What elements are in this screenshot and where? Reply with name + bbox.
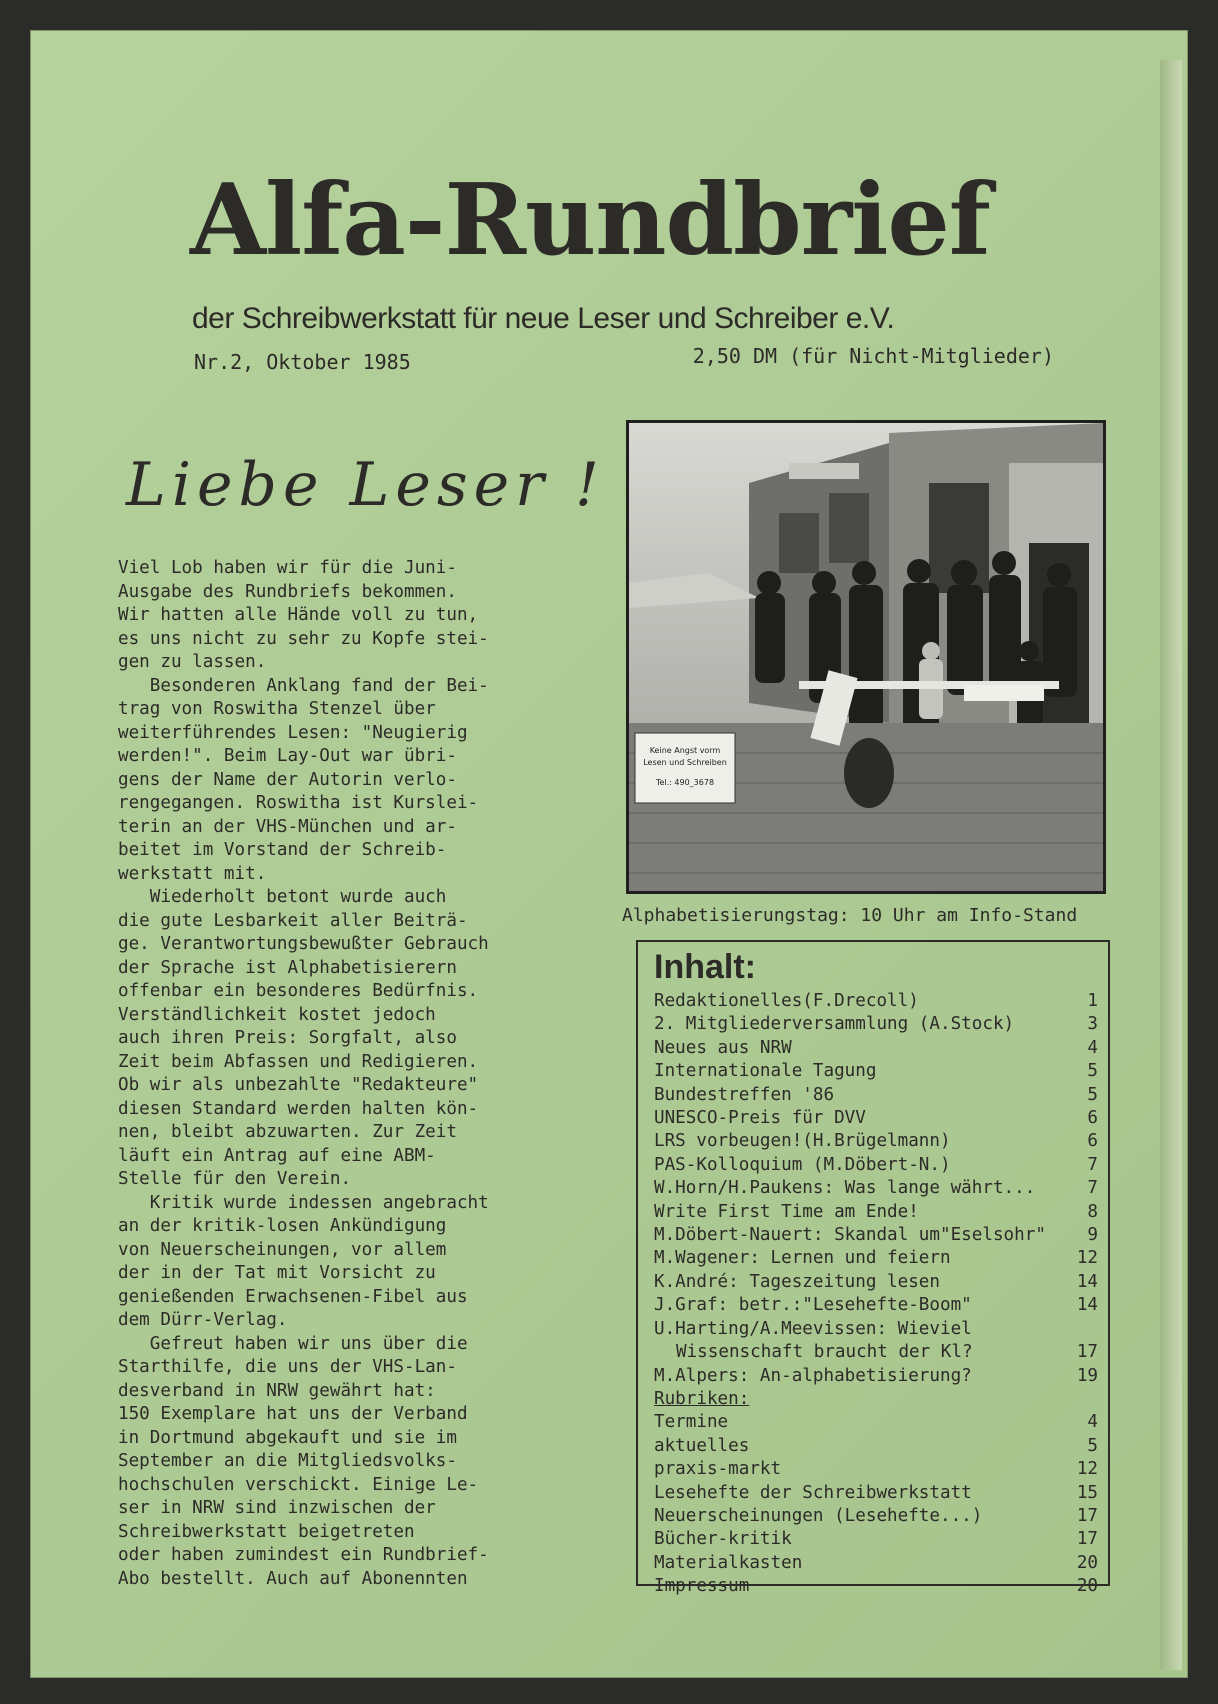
toc-entry-title: Bundestreffen '86 [654, 1084, 835, 1105]
toc-entry [654, 1435, 1098, 1458]
letter-line: läuft ein Antrag auf eine ABM- [118, 1145, 436, 1166]
sign-line-1: Keine Angst vorm [649, 746, 721, 755]
toc-entry-page: 6 [1087, 1131, 1098, 1152]
letter-line: diesen Standard werden halten kön- [118, 1098, 479, 1119]
toc-entry [654, 1458, 1098, 1481]
toc-entry-title: Termine [654, 1412, 729, 1433]
toc-entry-page: 7 [1087, 1178, 1098, 1199]
letter-line: desverband in NRW gewährt hat: [118, 1380, 436, 1401]
letter-line: ser in NRW sind inzwischen der [118, 1498, 436, 1518]
letter-line: Schreibwerkstatt beigetreten [118, 1521, 415, 1542]
letter-line: der in der Tat mit Vorsicht zu [118, 1263, 436, 1283]
toc-entry-page: 3 [1087, 1014, 1098, 1035]
toc-entry [654, 1482, 1098, 1505]
letter-line: gens der Name der Autorin verlo- [118, 769, 457, 790]
toc-entry [654, 1341, 1098, 1364]
toc-entry-title: 2. Mitgliederversammlung (A.Stock) [654, 1014, 1015, 1035]
toc-entry-title: PAS-Kolloquium (M.Döbert-N.) [654, 1154, 951, 1175]
toc-entry [654, 1411, 1098, 1434]
toc-entry [654, 1037, 1098, 1060]
letter-line: werden!". Beim Lay-Out war übri- [118, 746, 457, 766]
toc-entry-title: M.Wagener: Lernen und feiern [654, 1248, 951, 1269]
toc-entry [654, 1107, 1098, 1130]
toc-entry-title: M.Döbert-Nauert: Skandal um"Eselsohr" [654, 1225, 1046, 1246]
letter-line: rengegangen. Roswitha ist Kurslei- [118, 793, 479, 813]
letter-line: 150 Exemplare hat uns der Verband [118, 1404, 468, 1424]
toc-entry-page: 17 [1076, 1529, 1098, 1550]
toc-entry-title: Redaktionelles(F.Drecoll) [654, 991, 919, 1011]
toc-entry-title: Write First Time am Ende! [654, 1201, 919, 1222]
toc-entry [654, 1575, 1098, 1598]
letter-line: werkstatt mit. [118, 863, 267, 884]
toc-entry-page: 4 [1087, 1037, 1098, 1058]
letter-line: Viel Lob haben wir für die Juni- [118, 558, 457, 578]
toc-entry [654, 1154, 1098, 1177]
toc-entry-title: Bücher-kritik [654, 1529, 792, 1550]
toc-entry-title: J.Graf: betr.:"Lesehefte-Boom" [654, 1295, 972, 1316]
letter-line: hochschulen verschickt. Einige Le- [118, 1474, 479, 1495]
toc-entry [654, 1201, 1098, 1224]
letter-line: auch ihren Preis: Sorgfalt, also [118, 1028, 457, 1048]
letter-line: weiterführendes Lesen: "Neugierig [118, 722, 468, 743]
letter-line: genießenden Erwachsenen-Fibel aus [118, 1286, 468, 1307]
toc-entry-page: 5 [1087, 1084, 1098, 1105]
toc-entry-title: K.André: Tageszeitung lesen [654, 1271, 940, 1292]
toc-rubriken-label: Rubriken: [654, 1388, 750, 1409]
toc-entry [654, 1130, 1098, 1153]
toc-entry [654, 1247, 1098, 1270]
letter-line: in Dortmund abgekauft und sie im [118, 1427, 457, 1448]
toc-entry-page: 8 [1087, 1201, 1098, 1222]
letter-line: Abo bestellt. Auch auf Abonennten [118, 1568, 468, 1589]
letter-line: Ausgabe des Rundbriefs bekommen. [118, 581, 457, 602]
toc-entry-page: 4 [1087, 1412, 1098, 1433]
photo-caption: Alphabetisierungstag: 10 Uhr am Info-Stand [622, 905, 1078, 926]
toc-entry [654, 990, 1098, 1013]
toc-entry-title: Neues aus NRW [654, 1037, 792, 1058]
toc-entry-title: W.Horn/H.Paukens: Was lange währt... [654, 1178, 1036, 1199]
toc-entry [654, 1552, 1098, 1575]
price-info: 2,50 DM (für Nicht-Mitglieder) [692, 344, 1054, 368]
letter-line: dem Dürr-Verlag. [118, 1310, 288, 1330]
letter-line: beitet im Vorstand der Schreib- [118, 840, 447, 860]
toc-entry-page: 6 [1087, 1108, 1098, 1129]
toc-entry-page: 17 [1076, 1505, 1098, 1526]
letter-line: Ob wir als unbezahlte "Redakteure" [118, 1075, 479, 1095]
letter-line: Kritik wurde indessen angebracht [118, 1192, 489, 1213]
toc-entry-page: 7 [1087, 1154, 1098, 1175]
table-of-contents [636, 940, 1110, 1597]
toc-entry-page: 14 [1076, 1271, 1098, 1292]
masthead-subtitle: der Schreibwerkstatt für neue Leser und Schreiber e.V. [192, 302, 895, 335]
letter-line: der Sprache ist Alphabetisierern [118, 957, 457, 978]
letter-body [118, 557, 558, 1591]
toc-entry [654, 1060, 1098, 1083]
toc-entry-page: 20 [1076, 1552, 1098, 1573]
letter-line: nen, bleibt abzuwarten. Zur Zeit [118, 1122, 457, 1142]
sign-line-3: Tel.: 490_3678 [655, 778, 715, 787]
toc-entry-title: Neuerscheinungen (Lesehefte...) [654, 1505, 983, 1526]
letter-line: ge. Verantwortungsbewußter Gebrauch [118, 934, 489, 954]
letter-line: September an die Mitgliedsvolks- [118, 1451, 457, 1471]
letter-line: Stelle für den Verein. [118, 1169, 352, 1189]
toc-entry [654, 1177, 1098, 1200]
toc-title: Inhalt: [654, 948, 756, 986]
toc-entry-page: 9 [1087, 1225, 1098, 1246]
issue-info: Nr.2, Oktober 1985 [194, 350, 411, 374]
toc-entry [654, 1084, 1098, 1107]
letter-line: oder haben zumindest ein Rundbrief- [118, 1545, 489, 1565]
toc-entry [654, 1271, 1098, 1294]
letter-line: Wiederholt betont wurde auch [118, 887, 447, 907]
toc-entry-title: praxis-markt [654, 1459, 782, 1480]
toc-entry-title: Lesehefte der Schreibwerkstatt [654, 1482, 972, 1503]
toc-entry [654, 1013, 1098, 1036]
toc-entry-page: 15 [1076, 1482, 1098, 1503]
handwritten-greeting: Liebe Leser ! [126, 450, 606, 520]
toc-entry-page: 19 [1076, 1365, 1098, 1386]
toc-entry-title: M.Alpers: An-alphabetisierung? [654, 1365, 972, 1386]
photo-illustration [629, 423, 1103, 891]
toc-entry [654, 1365, 1098, 1388]
masthead-title: Alfa-Rundbrief [190, 163, 990, 278]
letter-line: Starthilfe, die uns der VHS-Lan- [118, 1357, 457, 1377]
toc-entry-page: 12 [1076, 1248, 1098, 1269]
letter-line: Verständlichkeit kostet jedoch [118, 1004, 436, 1025]
toc-entry [654, 1318, 1098, 1341]
toc-entry [654, 1294, 1098, 1317]
toc-entry-page: 1 [1087, 991, 1098, 1011]
toc-rubriken [654, 1411, 1098, 1598]
toc-entry-title: UNESCO-Preis für DVV [654, 1108, 866, 1129]
toc-entry-page: 5 [1087, 1061, 1098, 1082]
toc-entry-title: Internationale Tagung [654, 1061, 877, 1082]
sign-line-2: Lesen und Schreiben [643, 758, 727, 767]
letter-line: an der kritik-losen Ankündigung [118, 1216, 447, 1236]
letter-line: von Neuerscheinungen, vor allem [118, 1239, 447, 1260]
page-edge [1160, 60, 1182, 1670]
letter-line: die gute Lesbarkeit aller Beiträ- [118, 910, 468, 931]
toc-entry-title: U.Harting/A.Meevissen: Wieviel [654, 1318, 972, 1339]
event-photo [626, 420, 1106, 894]
toc-entry-title: Impressum [654, 1576, 750, 1597]
toc-entry-page: 5 [1087, 1435, 1098, 1456]
toc-entry [654, 1528, 1098, 1551]
toc-entry-page: 17 [1076, 1342, 1098, 1363]
toc-entry [654, 1224, 1098, 1247]
letter-line: offenbar ein besonderes Bedürfnis. [118, 981, 479, 1001]
letter-line: Zeit beim Abfassen und Redigieren. [118, 1051, 479, 1072]
letter-line: trag von Roswitha Stenzel über [118, 699, 436, 719]
letter-line: es uns nicht zu sehr zu Kopfe stei- [118, 628, 489, 649]
toc-entry-page: 20 [1076, 1576, 1098, 1597]
letter-line: gen zu lassen. [118, 652, 267, 672]
toc-entry-title: Wissenschaft braucht der Kl? [676, 1342, 973, 1363]
toc-entry-title: LRS vorbeugen!(H.Brügelmann) [654, 1131, 951, 1152]
toc-entry-title: Materialkasten [654, 1552, 803, 1573]
toc-entry-page: 14 [1076, 1295, 1098, 1316]
toc-entry [654, 1505, 1098, 1528]
letter-line: terin an der VHS-München und ar- [118, 816, 457, 837]
toc-entry-title: aktuelles [654, 1435, 750, 1456]
letter-line: Gefreut haben wir uns über die [118, 1333, 468, 1354]
letter-line: Wir hatten alle Hände voll zu tun, [118, 605, 479, 625]
letter-line: Besonderen Anklang fand der Bei- [118, 675, 489, 696]
toc-entry-page: 12 [1076, 1459, 1098, 1480]
toc-items [654, 990, 1098, 1388]
